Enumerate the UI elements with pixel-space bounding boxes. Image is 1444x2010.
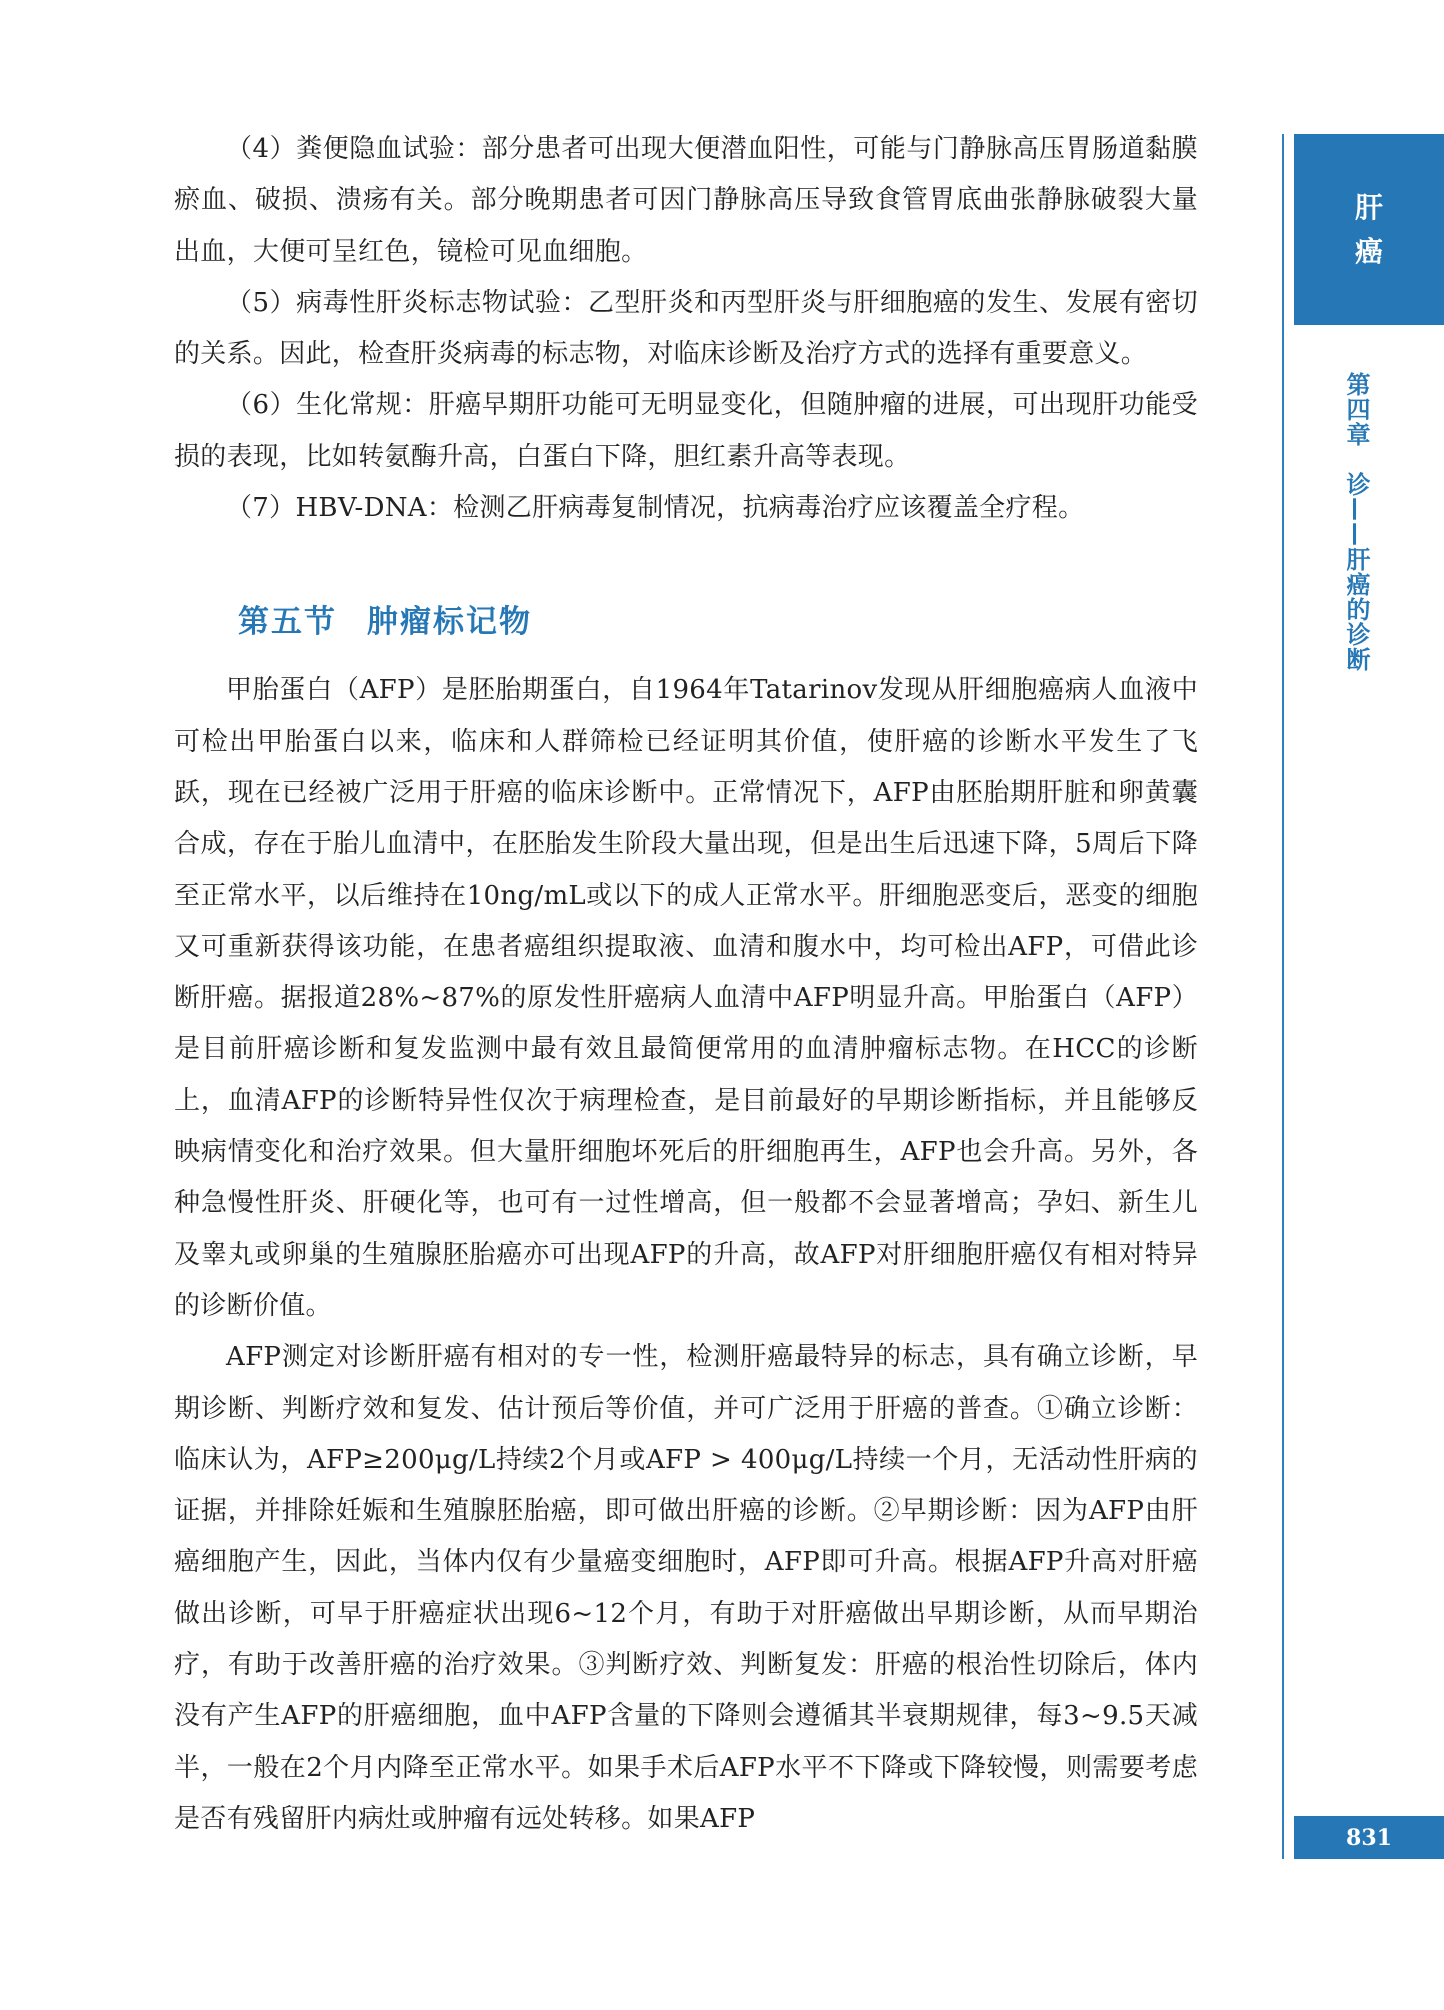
paragraph-afp-intro: 甲胎蛋白（AFP）是胚胎期蛋白，自1964年Tatarinov发现从肝细胞癌病人血液中可检出甲胎蛋白以来，临床和人群筛检已经证明其价值，使肝癌的诊断水平发生了飞跃，现在已经被广泛用于肝癌的临床诊断中。正常情况下，AFP由胚胎期肝脏和卵黄囊合成，存在于胎儿血清中，在胚胎发生阶段大量出现，但是出生后迅速下降，5周后下降至正常水平，以后维持在10ng/mL或以下的成人正常水平。肝细胞恶变后，恶变的细胞又可重新获得该功能，在患者癌组织提取液、血清和腹水中，均可检出AFP，可借此诊断肝癌。据报道28%~87%的原发性肝癌病人血清中AFP明显升高。甲胎蛋白（AFP）是目前肝癌诊断和复发监测中最有效且最简便常用的血清肿瘤标志物。在HCC的诊断上，血清AFP的诊断特异性仅次于病理检查，是目前最好的早期诊断指标，并且能够反映病情变化和治疗效果。但大量肝细胞坏死后的肝细胞再生，AFP也会升高。另外，各种急慢性肝炎、肝硬化等，也可有一过性增高，但一般都不会显著增高；孕妇、新生儿及睾丸或卵巢的生殖腺胚胎癌亦可出现AFP的升高，故AFP对肝细胞肝癌仅有相对特异的诊断价值。 <box>174 675 1198 1321</box>
tab-char-2: 癌 <box>1354 234 1383 268</box>
chapter-title: 第四章 诊——肝癌的诊断 <box>1342 372 1370 672</box>
section-number: 第五节 <box>238 604 337 641</box>
section-heading <box>238 596 1198 641</box>
page-number: 831 <box>1294 1816 1444 1859</box>
paragraph-afp-diagnosis: AFP测定对诊断肝癌有相对的专一性，检测肝癌最特异的标志，具有确立诊断，早期诊断、判断疗效和复发、估计预后等价值，并可广泛用于肝癌的普查。①确立诊断：临床认为，AFP≥200μg/L持续2个月或AFP > 400μg/L持续一个月，无活动性肝病的证据，并排除妊娠和生殖腺胚胎癌，即可做出肝癌的诊断。②早期诊断：因为AFP由肝癌细胞产生，因此，当体内仅有少量癌变细胞时，AFP即可升高。根据AFP升高对肝癌做出诊断，可早于肝癌症状出现6~12个月，有助于对肝癌做出早期诊断，从而早期治疗，有助于改善肝癌的治疗效果。③判断疗效、判断复发：肝癌的根治性切除后，体内没有产生AFP的肝癌细胞，血中AFP含量的下降则会遵循其半衰期规律，每3~9.5天减半，一般在2个月内降至正常水平。如果手术后AFP水平不下降或下降较慢，则需要考虑是否有残留肝内病灶或肿瘤有远处转移。如果AFP <box>174 1342 1198 1834</box>
margin-rule <box>1282 134 1284 1859</box>
tab-char-1: 肝 <box>1354 190 1383 224</box>
paragraph-biochem: （6）生化常规：肝癌早期肝功能可无明显变化，但随肿瘤的进展，可出现肝功能受损的表现，比如转氨酶升高，白蛋白下降，胆红素升高等表现。 <box>174 390 1198 472</box>
paragraph-hbv-dna: （7）HBV-DNA：检测乙肝病毒复制情况，抗病毒治疗应该覆盖全疗程。 <box>226 493 1085 524</box>
main-text <box>174 124 1198 1845</box>
paragraph-stool-test: （4）粪便隐血试验：部分患者可出现大便潜血阳性，可能与门静脉高压胃肠道黏膜瘀血、破损、溃疡有关。部分晚期患者可因门静脉高压导致食管胃底曲张静脉破裂大量出血，大便可呈红色，镜检可见血细胞。 <box>174 134 1198 267</box>
paragraph-hepatitis-markers: （5）病毒性肝炎标志物试验：乙型肝炎和丙型肝炎与肝细胞癌的发生、发展有密切的关系。因此，检查肝炎病毒的标志物，对临床诊断及治疗方式的选择有重要意义。 <box>174 287 1198 370</box>
chapter-tab <box>1294 134 1444 325</box>
section-title: 肿瘤标记物 <box>367 604 532 641</box>
